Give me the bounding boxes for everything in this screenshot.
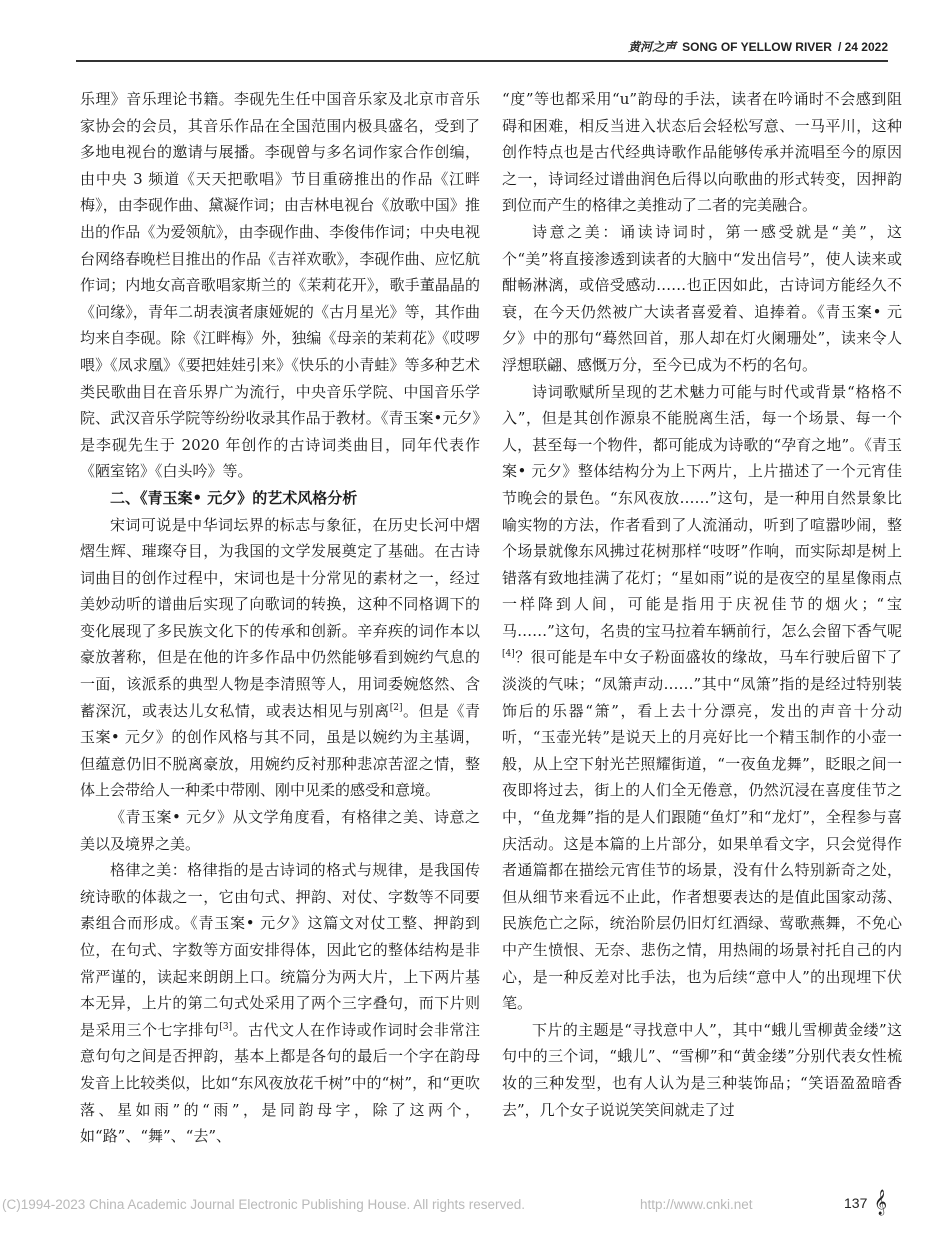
paragraph-text: 二、《青玉案• 元夕》的艺术风格分析 [110, 488, 358, 507]
journal-brand-logo: 黄河之声 [628, 40, 677, 54]
treble-clef-icon: 𝄞 [874, 1190, 888, 1215]
body-paragraph [80, 512, 480, 805]
running-header [628, 38, 888, 55]
paragraph-text: 格律之美：格律指的是古诗词的格式与规律，是我国传统诗歌的体裁之一，它由句式、押韵、对仗、字数等不同要素组合而形成。《青玉案• 元夕》这篇文对仗工整、押韵到位，在句式、字数等方面安排得体，因此它的整体结构是非常严谨的，读起来朗朗上口。统篇分为两大片，上下两片基本无异，上片的第二句式处采用了两个三字叠句，而下片则是采用三个七字排句 [80, 861, 480, 1039]
paragraph-text: 乐理》音乐理论书籍。李砚先生任中国音乐家及北京市音乐家协会的会员，其音乐作品在全国范围内极具盛名，受到了多地电视台的邀请与展播。李砚曾与多名词作家合作创编，由中央 3 频道《天天把歌唱》节目重磅推出的作品《江畔梅》，由李砚作曲、黛凝作词；由吉林电视台《放歌中国》推出的作品《为爱领航》，由李砚作曲、李俊伟作词；中央电视台网络春晚栏目推出的作品《吉祥欢歌》，李砚作曲、应忆航作词；内地女高音歌唱家斯兰的《茉莉花开》，歌手董晶晶的《问缘》，青年二胡表演者康娅妮的《古月星光》等，其作曲均来自李砚。除《江畔梅》外，独编《母亲的茉莉花》《哎啰喂》《凤求凰》《要把娃娃引来》《快乐的小青蛙》等多种艺术类民歌曲目在音乐界广为流行，中央音乐学院、中国音乐学院、武汉音乐学院等纷纷收录其作品于教材。《青玉案•元夕》是李砚先生于 2020 年创作的古诗词类曲目，同年代表作《陋室铭》《白头吟》等。 [80, 90, 480, 481]
section-heading [80, 485, 480, 512]
copyright-watermark: (C)1994-2023 China Academic Journal Electronic Publishing House. All rights reserved. [2, 1197, 526, 1212]
paragraph-text: 。但是《青玉案• 元夕》的创作风格与其不同，虽是以婉约为主基调，但蕴意仍旧不脱离豪放，用婉约反衬那种悲凉苦涩之情，整体上会带给人一种柔中带刚、刚中见柔的感受和意境。 [80, 701, 480, 800]
paragraph-text: 《青玉案• 元夕》从文学角度看，有格律之美、诗意之美以及境界之美。 [80, 808, 480, 853]
paragraph-text: 宋词可说是中华词坛界的标志与象征，在历史长河中熠熠生辉、璀璨夺目，为我国的文学发展奠定了基础。在古诗词曲目的创作过程中，宋词也是十分常见的素材之一，经过美妙动听的谱曲后实现了向歌词的转换，这种不同格调下的变化展现了多民族文化下的传承和创新。辛弃疾的词作本以豪放著称，但是在他的许多作品中仍然能够看到婉约气息的一面，该派系的典型人物是李清照等人，用词委婉悠然、含蓄深沉，或表达儿女私情，或表达相见与别离 [80, 515, 480, 720]
body-paragraph [80, 86, 480, 485]
header-divider [76, 60, 888, 62]
citation-marker: [4] [502, 649, 515, 660]
body-paragraph [80, 804, 480, 857]
paragraph-text: ？很可能是车中女子粉面盛妆的缘故，马车行驶后留下了淡淡的气味；“凤箫声动……”其中“凤箫”指的是经过特别装饰后的乐器“箫”，看上去十分漂亮，发出的声音十分动听，“玉壶光转”是说天上的月亮好比一个精玉制作的小壶一般，从上空下射光芒照耀街道，“一夜鱼龙舞”，眨眼之间一夜即将过去，街上的人们全无倦意，仍然沉浸在喜度佳节之中，“鱼龙舞”指的是人们跟随“鱼灯”和“龙灯”，全程参与喜庆活动。这是本篇的上片部分，如果单看文字，只会觉得作者通篇都在描绘元宵佳节的场景，没有什么特别新奇之处，但从细节来看远不止此，作者想要表达的是值此国家动荡、民族危亡之际，统治阶层仍旧灯红酒绿、莺歌燕舞，不免心中产生愤恨、无奈、悲伤之情，用热闹的场景衬托自己的内心，是一种反差对比手法，也为后续“意中人”的出现埋下伏笔。 [502, 648, 902, 1013]
paragraph-text: 。古代文人在作诗或作词时会非常注意句句之间是否押韵，基本上都是各句的最后一个字在韵母发音上比较类似，比如“东风夜放花千树”中的“树”，和“更吹落、星如雨”的“雨”，是同韵母字，除了这两个，如“路”、“舞”、“去”、 [80, 1020, 480, 1146]
citation-marker: [2] [389, 702, 403, 713]
right-column [502, 86, 902, 1123]
body-paragraph [502, 86, 902, 219]
body-paragraph [502, 219, 902, 379]
body-paragraph [502, 1017, 902, 1123]
issue-number: / 24 2022 [837, 40, 888, 54]
paragraph-text: 诗意之美：诵读诗词时，第一感受就是“美”，这个“美”将直接渗透到读者的大脑中“发出信号”，使人读来或酣畅淋漓，或倍受感动……也正因如此，古诗词方能经久不衰，在今天仍然被广大读者喜爱着、追捧着。《青玉案• 元夕》中的那句“蓦然回首，那人却在灯火阑珊处”，读来令人浮想联翩、感慨万分，至今已成为不朽的名句。 [502, 222, 902, 374]
paragraph-text: 下片的主题是“寻找意中人”，其中“蛾儿雪柳黄金缕”这句中的三个词，“蛾儿”、“雪柳”和“黄金缕”分别代表女性梳妆的三种发型，也有人认为是三种装饰品；“笑语盈盈暗香去”，几个女子说说笑笑间就走了过 [502, 1020, 902, 1119]
left-column [80, 86, 480, 1150]
body-paragraph [502, 379, 902, 1017]
cnki-link[interactable]: http://www.cnki.net [640, 1197, 753, 1212]
citation-marker: [3] [219, 1021, 233, 1032]
page-footer [0, 1190, 950, 1221]
paragraph-text: 诗词歌赋所呈现的艺术魅力可能与时代或背景“格格不入”，但是其创作源泉不能脱离生活，每一个场景、每一个人，甚至每一个物件，都可能成为诗歌的“孕育之地”。《青玉案• 元夕》整体结构分为上下两片，上片描述了一个元宵佳节晚会的景色。“东风夜放……”这句，是一种用自然景象比喻实物的方法，作者看到了人流涌动，听到了喧嚣吵闹，整个场景就像东风拂过花树那样“吱呀”作响，而实际却是树上错落有致地挂满了花灯；“星如雨”说的是夜空的星星像雨点一样降到人间，可能是指用于庆祝佳节的烟火；“宝马……”这句，名贵的宝马拉着车辆前行，怎么会留下香气呢 [502, 382, 902, 640]
paragraph-text: “度”等也都采用“u”韵母的手法，读者在吟诵时不会感到阻碍和困难，相反当进入状态后会轻松写意、一马平川，这种创作特点也是古代经典诗歌作品能够传承并流唱至今的原因之一，诗词经过谱曲润色后得以向歌曲的形式转变，因押韵到位而产生的格律之美推动了二者的完美融合。 [502, 90, 902, 215]
page-number: 137 [844, 1195, 868, 1211]
body-paragraph [80, 857, 480, 1150]
journal-english-title: SONG OF YELLOW RIVER [682, 40, 832, 54]
